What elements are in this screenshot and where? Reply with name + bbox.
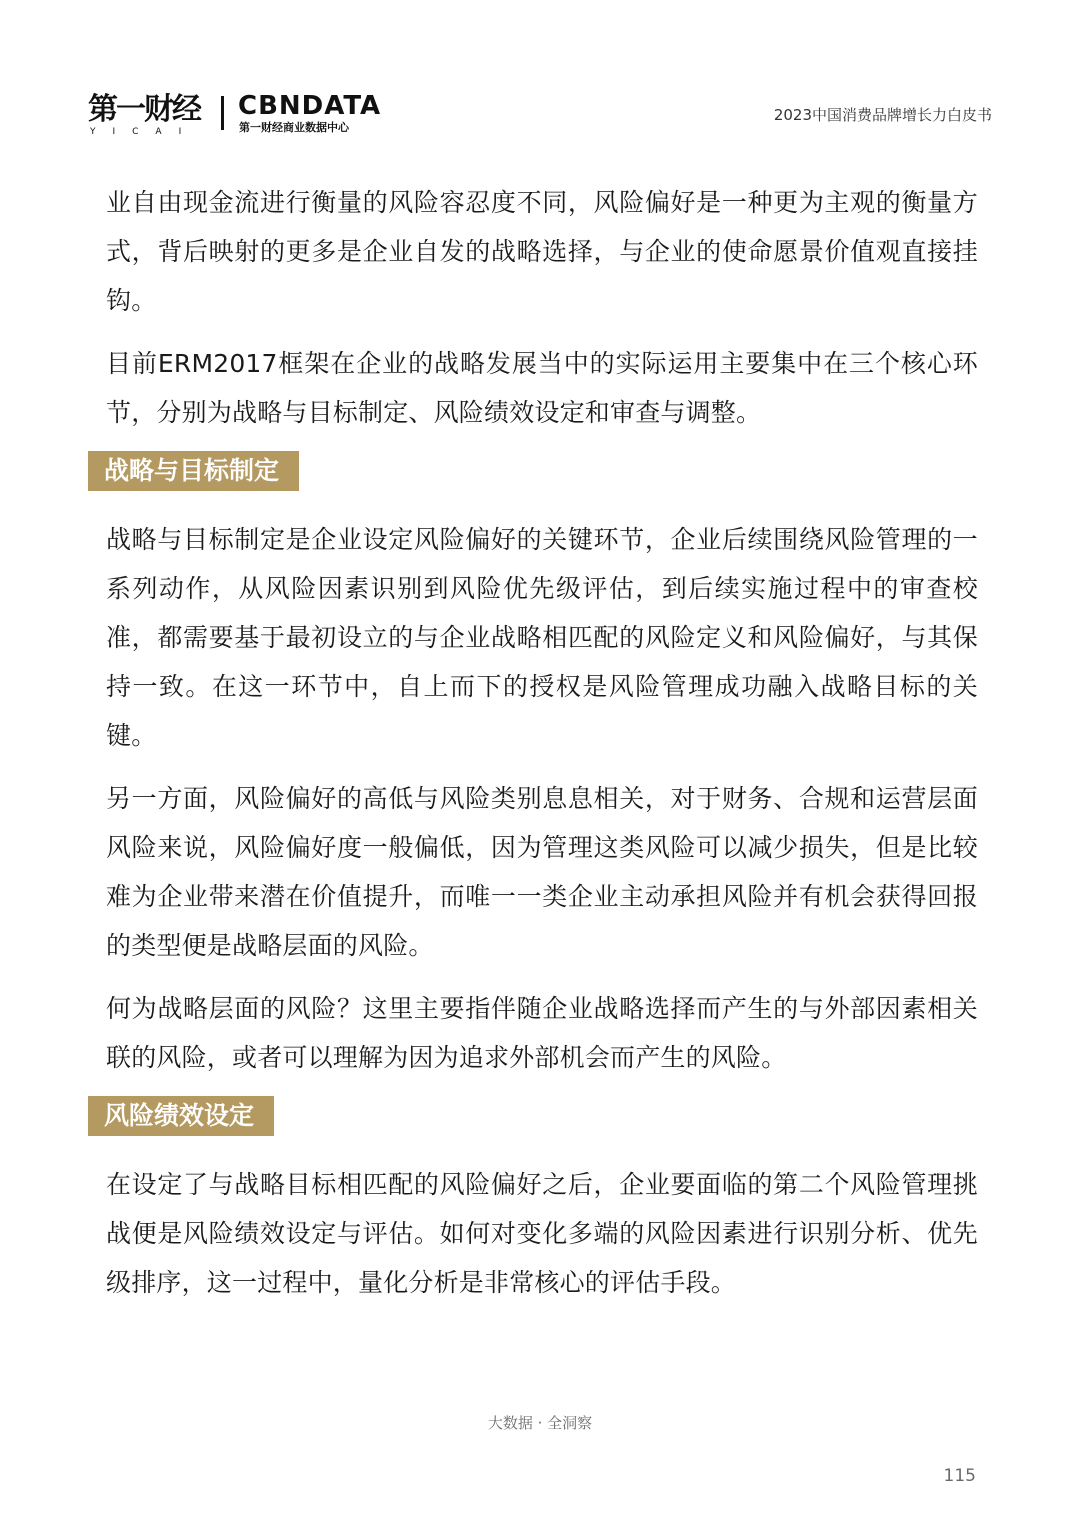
paragraph-2: 目前ERM2017框架在企业的战略发展当中的实际运用主要集中在三个核心环节，分别为战略与目标制定、风险绩效设定和审查与调整。 (106, 349, 978, 427)
section-heading-risk-performance: 风险绩效设定 (88, 1096, 274, 1136)
cbndata-logo (238, 92, 388, 138)
footer-tagline: 大数据 · 全洞察 (487, 1414, 593, 1432)
yicai-logo-en: YICAI (90, 127, 199, 137)
logo-divider (221, 96, 224, 130)
cbndata-logo-en: CBNDATA (238, 91, 382, 121)
section-heading-wrap-2 (106, 1096, 978, 1136)
page-number: 115 (943, 1466, 976, 1486)
report-title: 2023中国消费品牌增长力白皮书 (773, 106, 992, 124)
page-header (88, 90, 992, 142)
paragraph-1: 业自由现金流进行衡量的风险容忍度不同，风险偏好是一种更为主观的衡量方式，背后映射的更多是企业自发的战略选择，与企业的使命愿景价值观直接挂钩。 (106, 188, 978, 315)
page-content (106, 178, 978, 1307)
paragraph-6: 在设定了与战略目标相匹配的风险偏好之后，企业要面临的第二个风险管理挑战便是风险绩效设定与评估。如何对变化多端的风险因素进行识别分析、优先级排序，这一过程中，量化分析是非常核心的评估手段。 (106, 1170, 978, 1297)
yicai-logo (88, 94, 208, 138)
cbndata-logo-cn: 第一财经商业数据中心 (239, 121, 349, 134)
paragraph-3: 战略与目标制定是企业设定风险偏好的关键环节，企业后续围绕风险管理的一系列动作，从风险因素识别到风险优先级评估，到后续实施过程中的审查校准，都需要基于最初设立的与企业战略相匹配的风险定义和风险偏好，与其保持一致。在这一环节中，自上而下的授权是风险管理成功融入战略目标的关键。 (106, 525, 978, 750)
paragraph-5: 何为战略层面的风险？这里主要指伴随企业战略选择而产生的与外部因素相关联的风险，或者可以理解为因为追求外部机会而产生的风险。 (106, 994, 978, 1072)
section-heading-strategy: 战略与目标制定 (88, 451, 299, 491)
section-heading-wrap-1 (106, 451, 978, 491)
paragraph-4: 另一方面，风险偏好的高低与风险类别息息相关，对于财务、合规和运营层面风险来说，风险偏好度一般偏低，因为管理这类风险可以减少损失，但是比较难为企业带来潜在价值提升，而唯一一类企业主动承担风险并有机会获得回报的类型便是战略层面的风险。 (106, 784, 978, 960)
yicai-logo-cn: 第一财经 (88, 92, 200, 127)
